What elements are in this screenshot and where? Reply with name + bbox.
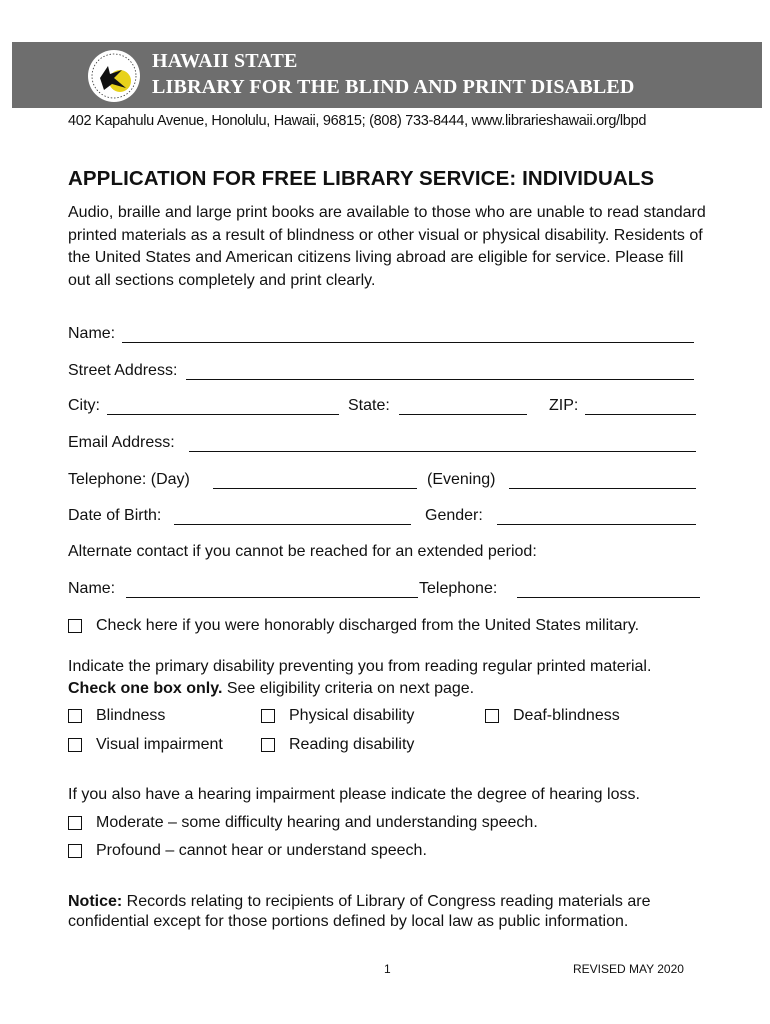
profound-label: Profound – cannot hear or understand speech. [96,842,427,859]
blindness-label: Blindness [96,707,166,724]
zip-field[interactable] [585,414,696,415]
alternate-telephone-label: Telephone: [419,580,498,597]
disability-intro: Indicate the primary disability preventing you from reading regular printed material. [68,658,652,675]
alternate-contact-row [68,580,708,602]
alternate-name-label: Name: [68,580,116,597]
reading-disability-label: Reading disability [289,736,415,753]
intro-paragraph: Audio, braille and large print books are available to those who are unable to read standard printed materials as a result of blindness or other visual or physical disability. Residents of the United States and American citizens living abroad are eligible for service. Please fill out all sections completely and print clearly. [68,204,706,289]
street-field[interactable] [186,379,694,380]
military-label: Check here if you were honorably discharged from the United States military. [96,617,640,634]
military-checkbox[interactable] [68,619,82,633]
deaf-blindness-label: Deaf-blindness [513,707,620,724]
blindness-checkbox[interactable] [68,709,82,723]
telephone-day-label: Telephone: (Day) [68,471,190,488]
header-title-line2: LIBRARY FOR THE BLIND AND PRINT DISABLED [152,76,635,98]
gender-field[interactable] [497,524,696,525]
notice-text: Records relating to recipients of Library of Congress reading materials are confidential except for those portions defined by local law as public information. [68,893,651,930]
physical-disability-checkbox[interactable] [261,709,275,723]
telephone-day-field[interactable] [213,488,417,489]
email-field[interactable] [189,451,696,452]
telephone-evening-label: (Evening) [427,471,496,488]
city-field[interactable] [107,414,339,415]
state-label: State: [348,397,390,414]
visual-impairment-checkbox[interactable] [68,738,82,752]
city-state-zip-row [68,397,708,419]
alternate-contact-intro: Alternate contact if you cannot be reached for an extended period: [68,543,537,560]
gender-label: Gender: [425,507,483,524]
name-label: Name: [68,325,116,342]
profound-checkbox[interactable] [68,844,82,858]
dob-gender-row [68,507,708,529]
reading-disability-checkbox[interactable] [261,738,275,752]
moderate-checkbox[interactable] [68,816,82,830]
street-row [68,362,708,384]
disability-see-criteria: See eligibility criteria on next page. [222,680,475,697]
name-field[interactable] [122,342,694,343]
dob-field[interactable] [174,524,411,525]
disability-instructions [68,680,474,698]
telephone-evening-field[interactable] [509,488,696,489]
zip-label: ZIP: [549,397,579,414]
notice-label: Notice: [68,893,123,910]
street-label: Street Address: [68,362,178,379]
email-row [68,434,708,456]
name-row [68,325,708,347]
hearing-intro: If you also have a hearing impairment please indicate the degree of hearing loss. [68,786,640,803]
dob-label: Date of Birth: [68,507,162,524]
disability-emphasis: Check one box only. [68,680,223,697]
alternate-telephone-field[interactable] [517,597,700,598]
library-logo-icon [86,48,142,104]
form-title: APPLICATION FOR FREE LIBRARY SERVICE: INDIVIDUALS [68,167,655,190]
alternate-name-field[interactable] [126,597,418,598]
page-number: 1 [384,962,391,976]
telephone-row [68,471,708,493]
notice-paragraph [68,892,708,932]
moderate-label: Moderate – some difficulty hearing and understanding speech. [96,814,538,831]
revision-date: REVISED MAY 2020 [573,962,684,976]
state-field[interactable] [399,414,527,415]
email-label: Email Address: [68,434,175,451]
physical-disability-label: Physical disability [289,707,415,724]
city-label: City: [68,397,100,414]
deaf-blindness-checkbox[interactable] [485,709,499,723]
header-title-line1: HAWAII STATE [152,50,298,72]
visual-impairment-label: Visual impairment [96,736,223,753]
header-address: 402 Kapahulu Avenue, Honolulu, Hawaii, 96815; (808) 733-8444, www.librarieshawaii.org/lbpd [68,113,647,129]
